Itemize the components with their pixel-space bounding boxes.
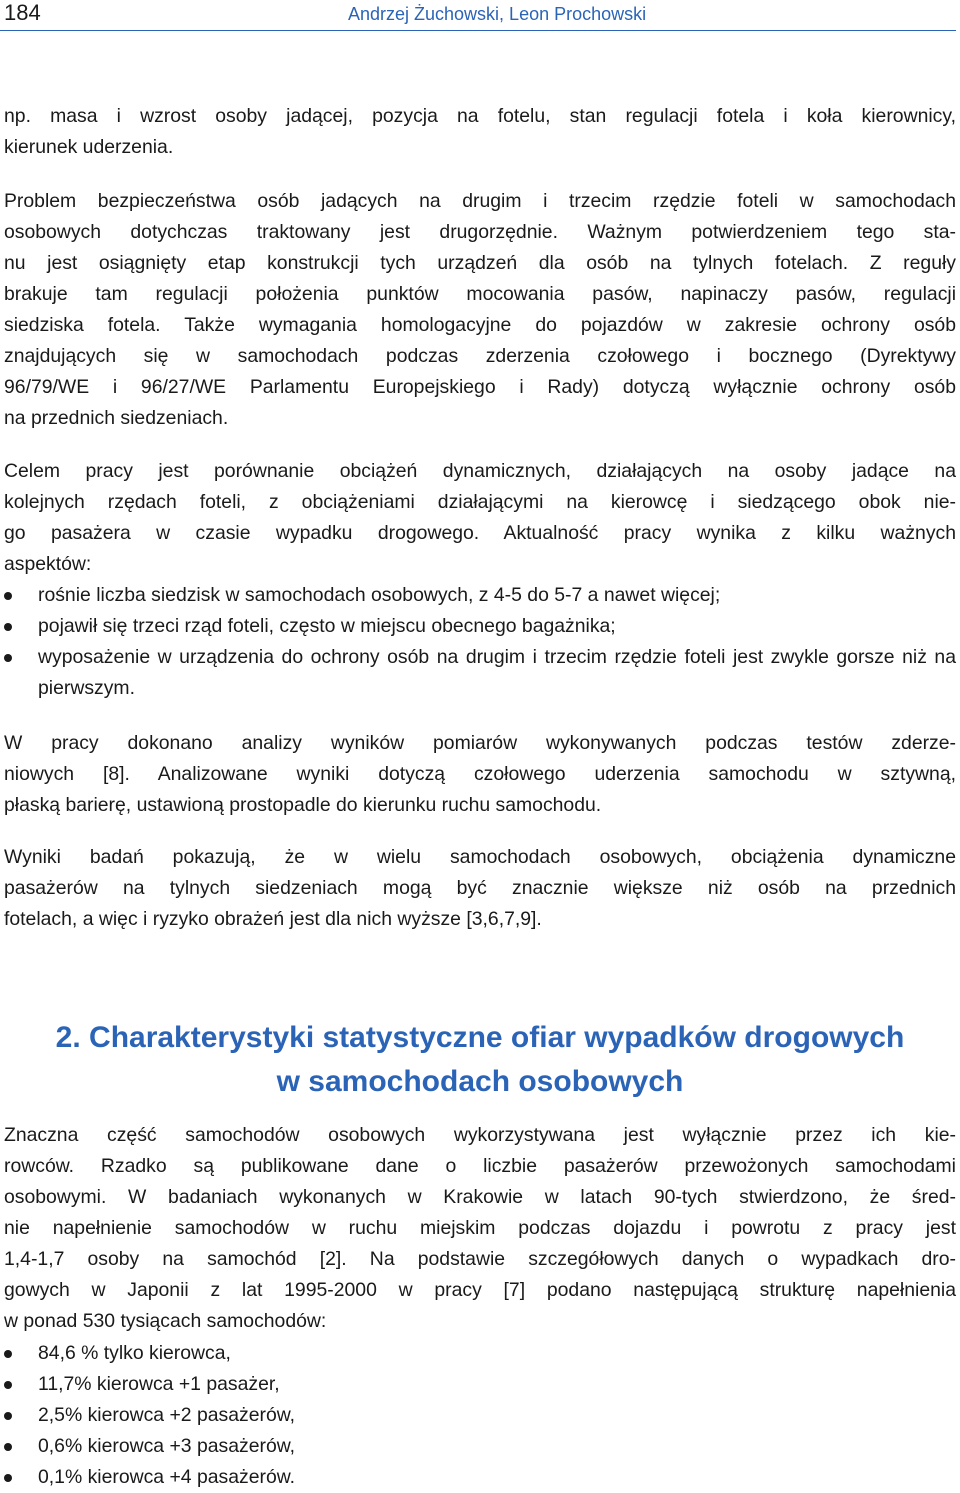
list-item-text: 84,6 % tylko kierowca, (38, 1342, 231, 1364)
text-line: niowych [8]. Analizowane wyniki dotyczą czołowego uderzenia samochodu w sztywną, (4, 763, 956, 785)
text-line: siedziska fotela. Także wymagania homologacyjne do pojazdów w zakresie ochrony osób (4, 314, 956, 336)
paragraph-2 (4, 186, 956, 434)
text-line: osobowych dotychczas traktowany jest drugorzędnie. Ważnym potwierdzeniem tego sta- (4, 221, 956, 243)
bullet-icon (4, 623, 12, 631)
aspects-list (4, 580, 956, 704)
bullet-icon (4, 1381, 12, 1389)
list-item-text: 0,1% kierowca +4 pasażerów. (38, 1466, 296, 1488)
text-line: go pasażera w czasie wypadku drogowego. Aktualność pracy wynika z kilku ważnych (4, 522, 956, 544)
bullet-icon (4, 592, 12, 600)
paragraph-3 (4, 456, 956, 580)
text-line: Znaczna część samochodów osobowych wykorzystywana jest wyłącznie przez ich kie- (4, 1124, 956, 1146)
header-rule (0, 30, 956, 31)
list-item-text: 0,6% kierowca +3 pasażerów, (38, 1435, 296, 1457)
text-line: Wyniki badań pokazują, że w wielu samochodach osobowych, obciążenia dynamiczne (4, 846, 956, 868)
list-item (4, 1431, 956, 1462)
list-item (4, 1338, 956, 1369)
section-heading-line: 2. Charakterystyki statystyczne ofiar wypadków drogowych (55, 1021, 905, 1054)
text-line: rowców. Rzadko są publikowane dane o liczbie pasażerów przewożonych samochodami (4, 1155, 956, 1177)
list-item (4, 611, 956, 642)
section-heading (0, 1016, 960, 1104)
bullet-icon (4, 1350, 12, 1358)
list-item-text: rośnie liczba siedzisk w samochodach osobowych, z 4-5 do 5-7 a nawet więcej; (38, 584, 721, 606)
text-line: płaską barierę, ustawioną prostopadle do kierunku ruchu samochodu. (4, 794, 602, 816)
list-item (4, 642, 956, 704)
text-line: nu jest osiągnięty etap konstrukcji tych urządzeń dla osób na tylnych fotelach. Z reguły (4, 252, 956, 274)
text-line: aspektów: (4, 553, 92, 575)
occupancy-list (4, 1338, 956, 1493)
list-item (4, 1400, 956, 1431)
running-head-authors: Andrzej Żuchowski, Leon Prochowski (348, 4, 647, 24)
list-item (4, 1369, 956, 1400)
text-line: kierunek uderzenia. (4, 136, 174, 158)
bullet-icon (4, 1443, 12, 1451)
list-item (4, 1462, 956, 1493)
text-line: 96/79/WE i 96/27/WE Parlamentu Europejskiego i Rady) dotyczą wyłącznie ochrony osób (4, 376, 956, 398)
paragraph-5 (4, 842, 956, 935)
page-number: 184 (4, 0, 41, 25)
bullet-icon (4, 1412, 12, 1420)
text-line: kolejnych rzędach foteli, z obciążeniami działającymi na kierowcę i siedzącego obok nie- (4, 491, 956, 513)
list-item (4, 580, 956, 611)
text-line: brakuje tam regulacji położenia punktów mocowania pasów, napinaczy pasów, regulacji (4, 283, 956, 305)
paragraph-1 (4, 101, 956, 163)
text-line: np. masa i wzrost osoby jadącej, pozycja na fotelu, stan regulacji fotela i koła kierownicy, (4, 105, 956, 127)
bullet-icon (4, 654, 12, 662)
section-heading-line: w samochodach osobowych (276, 1065, 684, 1098)
text-line: Celem pracy jest porównanie obciążeń dynamicznych, działających na osoby jadące na (4, 460, 956, 482)
paragraph-6 (4, 1120, 956, 1337)
list-item-text: 2,5% kierowca +2 pasażerów, (38, 1404, 296, 1426)
text-line: w ponad 530 tysiącach samochodów: (4, 1310, 327, 1332)
list-item-text: wyposażenie w urządzenia do ochrony osób na drugim i trzecim rzędzie foteli jest zwykle gorsze niż na pierwszym. (38, 646, 956, 699)
list-item-text: 11,7% kierowca +1 pasażer, (38, 1373, 280, 1395)
running-header (0, 0, 956, 32)
text-line: gowych w Japonii z lat 1995-2000 w pracy [7] podano następującą strukturę napełnienia (4, 1279, 956, 1301)
text-line: W pracy dokonano analizy wyników pomiarów wykonywanych podczas testów zderze- (4, 732, 956, 754)
text-line: 1,4-1,7 osoby na samochód [2]. Na podstawie szczegółowych danych o wypadkach dro- (4, 1248, 956, 1270)
text-line: znajdujących się w samochodach podczas zderzenia czołowego i bocznego (Dyrektywy (4, 345, 956, 367)
text-line: fotelach, a więc i ryzyko obrażeń jest dla nich wyższe [3,6,7,9]. (4, 908, 542, 930)
list-item-text: pojawił się trzeci rząd foteli, często w miejscu obecnego bagażnika; (38, 615, 616, 637)
text-line: nie napełnienie samochodów w ruchu miejskim podczas dojazdu i powrotu z pracy jest (4, 1217, 956, 1239)
text-line: osobowymi. W badaniach wykonanych w Krakowie w latach 90-tych stwierdzono, że śred- (4, 1186, 956, 1208)
text-line: pasażerów na tylnych siedzeniach mogą być znacznie większe niż osób na przednich (4, 877, 956, 899)
bullet-icon (4, 1474, 12, 1482)
text-line: na przednich siedzeniach. (4, 407, 229, 429)
text-line: Problem bezpieczeństwa osób jadących na drugim i trzecim rzędzie foteli w samochodach (4, 190, 956, 212)
paragraph-4 (4, 728, 956, 821)
